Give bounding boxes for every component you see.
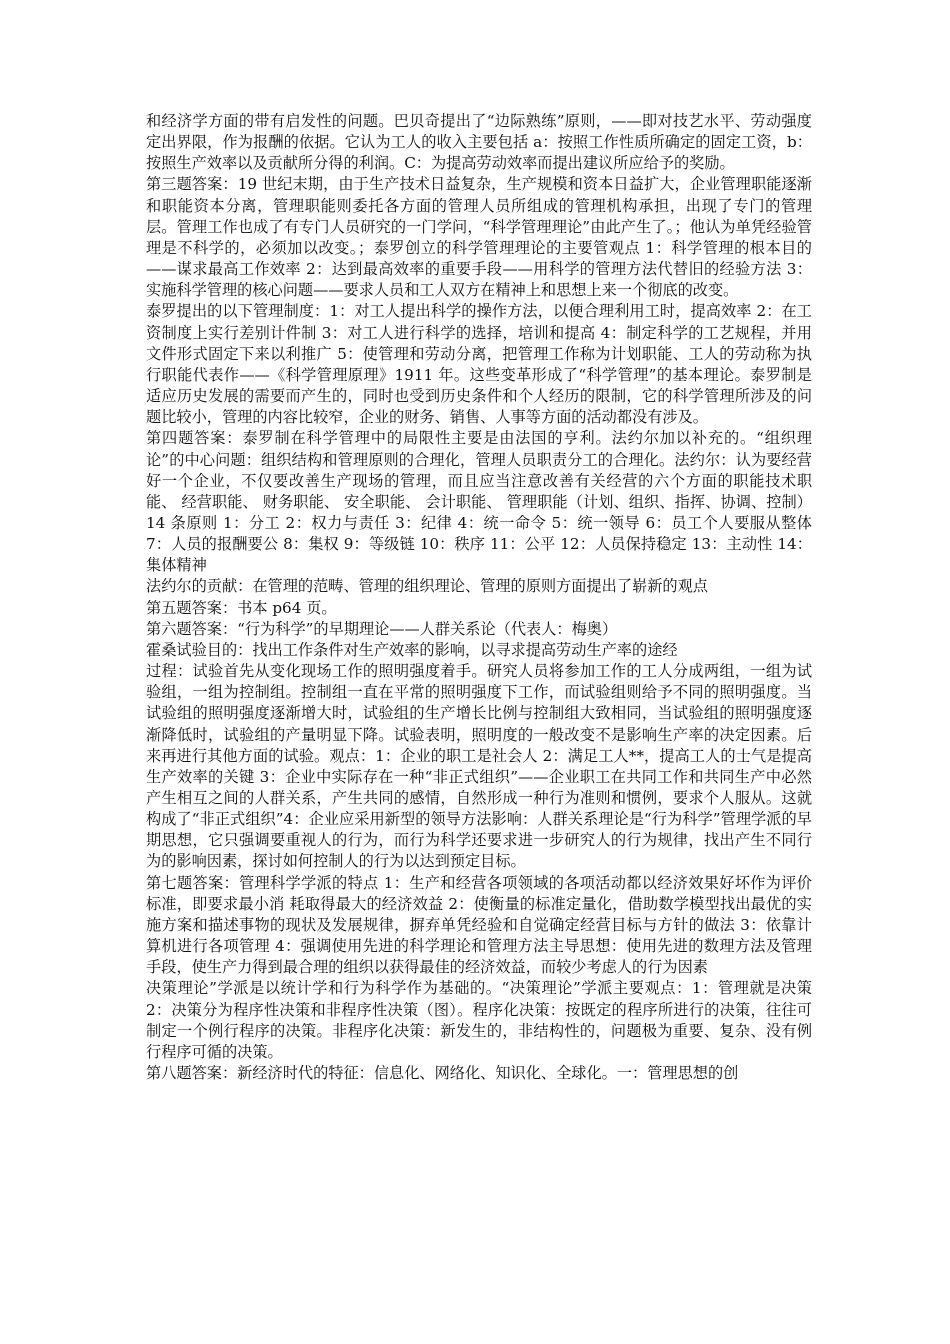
paragraph-answer-7: 第七题答案：管理科学学派的特点 1：生产和经营各项领域的各项活动都以经济效果好坏作为评价标准，即要求最小消 耗取得最大的经济效益 2：使衡量的标准定量化，借助数学模型找出最优的实施方案和描述事物的现状及发展规律，摒弃单凭经验和自觉确定经营目标与方针的做法 3：依靠计算机进行各项管理 4：强调使用先进的科学理论和管理方法主导思想：使用先进的数理方法及管理手段，使生产力得到最合理的组织以获得最佳的经济效益，而较少考虑人的行为因素 bbox=[146, 873, 812, 977]
paragraph-hawthorne-process: 过程：试验首先从变化现场工作的照明强度着手。研究人员将参加工作的工人分成两组，一组为试验组，一组为控制组。控制组一直在平常的照明强度下工作，而试验组则给予不同的照明强度。当试验组的照明强度逐渐增大时，试验组的生产增长比例与控制组大致相同，当试验组的照明强度逐渐降低时，试验组的产量明显下降。试验表明，照明度的一般改变不是影响生产率的决定因素。后来再进行其他方面的试验。观点：1：企业的职工是社会人 2：满足工人**，提高工人的士气是提高生产效率的关键 3：企业中实际存在一种“非正式组织”——企业职工在共同工作和共同生产中必然产生相互之间的人群关系，产生共同的感情，自然形成一种行为准则和惯例，要求个人服从。这就构成了“非正式组织”4：企业应采用新型的领导方法影响：人群关系理论是“行为科学”管理学派的早期思想，它只强调要重视人的行为，而行为科学还要求进一步研究人的行为规律，找出产生不同行为的影响因素，探讨如何控制人的行为以达到预定目标。 bbox=[146, 662, 812, 871]
paragraph-babbage-continued: 和经济学方面的带有启发性的问题。巴贝奇提出了“边际熟练”原则，——即对技艺水平、劳动强度定出界限，作为报酬的依据。它认为工人的收入主要包括 a：按照工作性质所确定的固定工资，b：按照生产效率以及贡献所分得的利润。C：为提高劳动效率而提出建议所应给予的奖励。 bbox=[146, 112, 812, 173]
paragraph-answer-3: 第三题答案：19 世纪末期，由于生产技术日益复杂，生产规模和资本日益扩大，企业管理职能逐渐和职能资本分离，管理职能则委托各方面的管理人员所组成的管理机构承担，出现了专门的管理层。管理工作也成了有专门人员研究的一门学问，“科学管理理论”由此产生了。；他认为单凭经验管理是不科学的，必须加以改变。；泰罗创立的科学管理理论的主要管观点 1：科学管理的根本目的——谋求最高工作效率 2：达到最高效率的重要手段——用科学的管理方法代替旧的经验方法 3：实施科学管理的核心问题——要求人员和工人双方在精神上和思想上来一个彻底的改变。 bbox=[146, 175, 812, 300]
paragraph-hawthorne-purpose: 霍桑试验目的：找出工作条件对生产效率的影响，以寻求提高劳动生产率的途经 bbox=[146, 640, 678, 659]
paragraph-answer-5: 第五题答案：书本 p64 页。 bbox=[146, 598, 337, 617]
paragraph-answer-8: 第八题答案：新经济时代的特征：信息化、网络化、知识化、全球化。一：管理思想的创 bbox=[146, 1064, 739, 1083]
paragraph-answer-6: 第六题答案：“行为科学”的早期理论——人群关系论（代表人：梅奥） bbox=[146, 619, 618, 638]
paragraph-decision-theory: 决策理论”学派是以统计学和行为科学作为基础的。“决策理论”学派主要观点：1：管理就是决策 2：决策分为程序性决策和非程序性决策（图）。程序化决策：按既定的程序所进行的决策，往往可制定一个例行程序的决策。非程序化决策：新发生的，非结构性的，问题极为重要、复杂、没有例行程序可循的决策。 bbox=[146, 979, 812, 1061]
document-body bbox=[146, 111, 812, 1084]
paragraph-fayol-contribution: 法约尔的贡献：在管理的范畴、管理的组织理论、管理的原则方面提出了崭新的观点 bbox=[146, 577, 708, 596]
paragraph-taylor-system: 泰罗提出的以下管理制度：1：对工人提出科学的操作方法，以便合理利用工时，提高效率 2：在工资制度上实行差别计件制 3：对工人进行科学的选择，培训和提高 4：制定科学的工艺规程，并用文件形式固定下来以利推广 5：使管理和劳动分离，把管理工作称为计划职能、工人的劳动称为执行职能代表作——《科学管理原理》1911 年。这些变革形成了“科学管理”的基本理论。泰罗制是适应历史发展的需要而产生的，同时也受到历史条件和个人经历的限制，它的科学管理所涉及的问题比较小，管理的内容比较窄，企业的财务、销售、人事等方面的活动都没有涉及。 bbox=[146, 302, 812, 427]
paragraph-answer-4: 第四题答案：泰罗制在科学管理中的局限性主要是由法国的亨利。法约尔加以补充的。“组织理论”的中心问题：组织结构和管理原则的合理化，管理人员职责分工的合理化。法约尔：认为要经营好一个企业，不仅要改善生产现场的管理，而且应当注意改善有关经营的六个方面的职能技术职能、 经营职能、 财务职能、 安全职能、 会计职能、 管理职能（计划、组织、指挥、协调、控制）14 条原则 1：分工 2：权力与责任 3：纪律 4：统一命令 5：统一领导 6：员工个人要服从整体 7：人员的报酬要公 8：集权 9：等级链 10：秩序 11：公平 12：人员保持稳定 13：主动性 14：集体精神 bbox=[146, 429, 812, 575]
